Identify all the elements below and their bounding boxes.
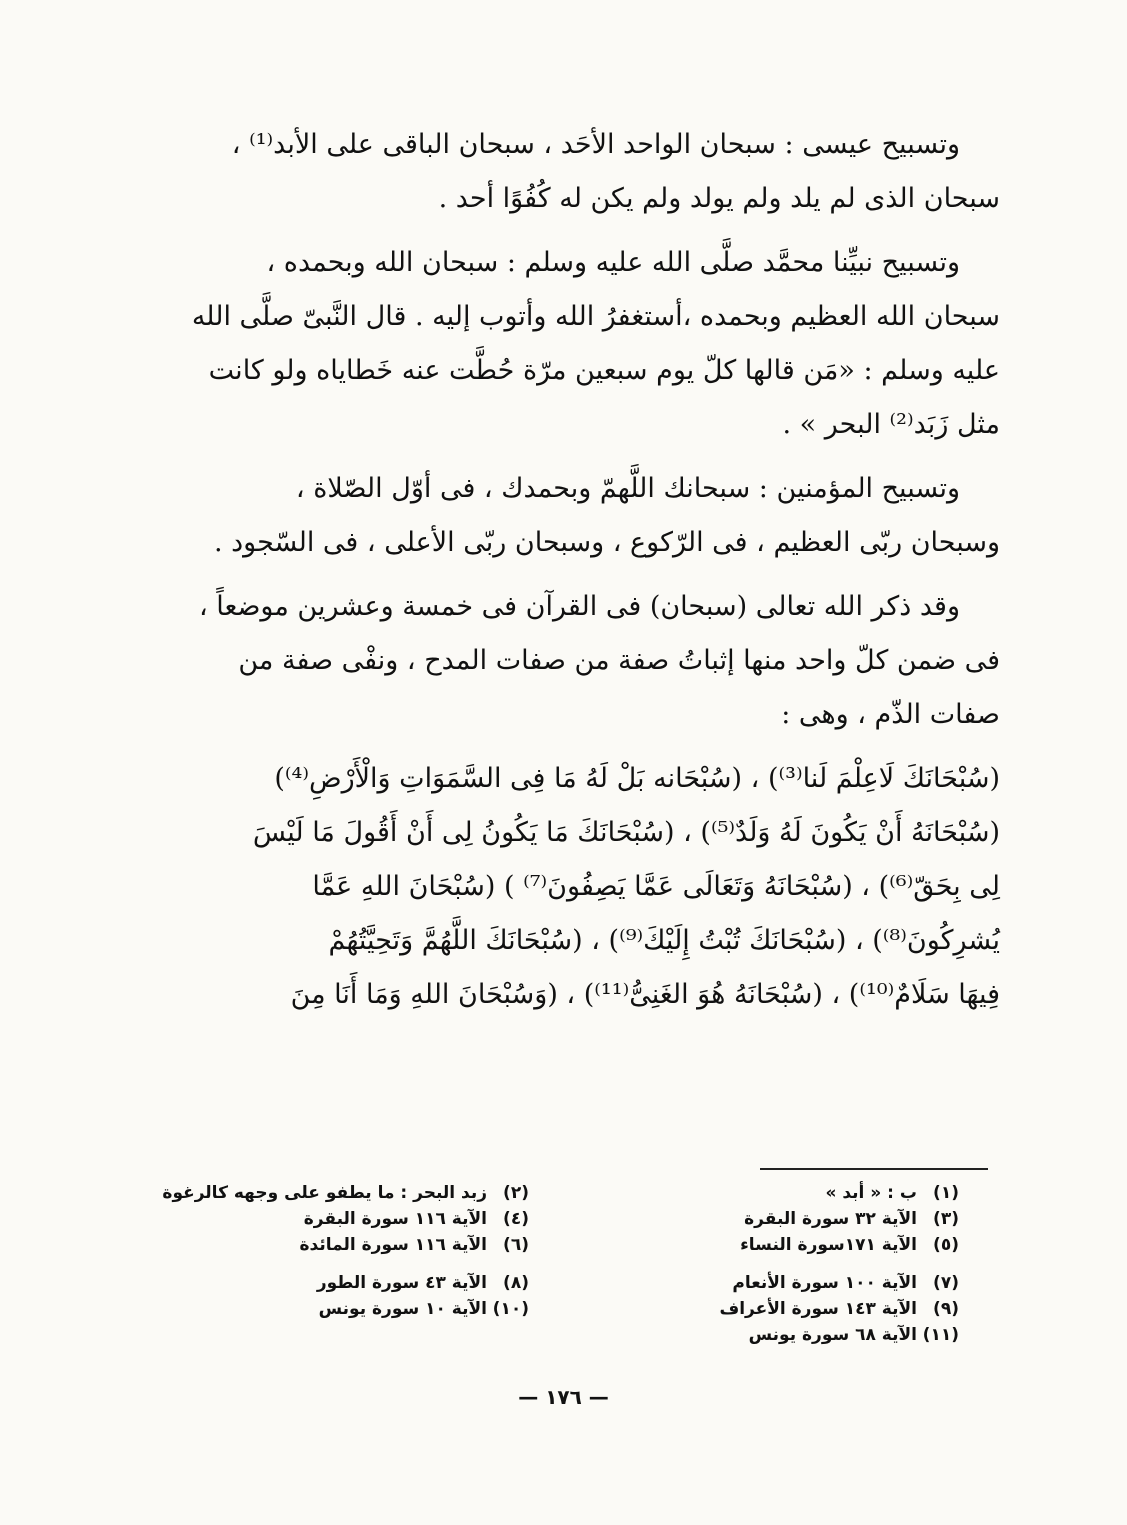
footnote-divider — [760, 1168, 988, 1170]
verse-line: يُشرِكُونَ⁽⁸⁾) ، (سُبْحَانَكَ تُبْتُ إِلَيْكَ⁽⁹⁾) ، (سُبْحَانَكَ اللَّهُمَّ وَتَحِيَّتُهُمْ — [328, 925, 1000, 956]
footnote-number: (٥) — [933, 1235, 959, 1255]
paragraph-believers-tasbih — [150, 462, 1000, 570]
footnote — [109, 1232, 529, 1258]
footnote-number: (١) — [933, 1183, 959, 1203]
footnote-text: الآية ١١٦ سورة البقرة — [303, 1209, 487, 1229]
text-line: سبحان الله العظيم وبحمده ،أستغفرُ الله وأتوب إليه . قال النَّبىّ صلَّى الله — [191, 301, 1000, 332]
footnote-number: (١١) — [922, 1325, 959, 1345]
footnotes-right-column — [659, 1180, 959, 1348]
verse-line: (سُبْحَانَكَ لَاعِلْمَ لَنا⁽³⁾) ، (سُبْحَانه بَلْ لَهُ مَا فِى السَّمَوَاتِ وَالْأَرْضِ⁽⁴⁾) — [274, 763, 1000, 794]
footnote-text: الآية ١١٦ سورة المائدة — [299, 1235, 487, 1255]
footnote-text: الآية ٤٣ سورة الطور — [316, 1273, 487, 1293]
footnote-number: (٩) — [933, 1299, 959, 1319]
footnote — [109, 1270, 529, 1296]
footnote — [659, 1296, 959, 1322]
footnote-number: (٤) — [503, 1209, 529, 1229]
footnote — [659, 1206, 959, 1232]
footnote-text: ب : « أبد » — [825, 1183, 917, 1203]
verse-line: لِى بِحَقّ⁽⁶⁾) ، (سُبْحَانَهُ وَتَعَالَى عَمَّا يَصِفُونَ⁽⁷⁾ ) (سُبْحَانَ اللهِ عَمَّا — [312, 871, 1000, 902]
footnote-text: الآية ١٧١سورة النساء — [740, 1235, 917, 1255]
footnote-text: الآية ١٠ سورة يونس — [318, 1299, 487, 1319]
footnote — [109, 1180, 529, 1206]
text-line: وتسبيح المؤمنين : سبحانك اللَّهمّ وبحمدك ، فى أوّل الصّلاة ، — [295, 473, 960, 504]
paragraph-prophet-tasbih — [150, 236, 1000, 452]
text-line: وتسبيح عيسى : سبحان الواحد الأحَد ، سبحان الباقى على الأبد⁽¹⁾ ، — [231, 129, 960, 160]
footnote — [659, 1322, 959, 1348]
verse-line: فِيهَا سَلَامٌ⁽¹⁰⁾) ، (سُبْحَانَهُ هُوَ الغَنِىُّ⁽¹¹⁾) ، (وَسُبْحَانَ اللهِ وَمَا أَنَا مِنَ — [290, 979, 1000, 1010]
footnote — [659, 1270, 959, 1296]
text-line: وقد ذكر الله تعالى (سبحان) فى القرآن فى خمسة وعشرين موضعاً ، — [198, 591, 960, 622]
footnote-number: (٨) — [503, 1273, 529, 1293]
text-line: سبحان الذى لم يلد ولم يولد ولم يكن له كُفُوًا أحد . — [438, 183, 1000, 214]
text-line: وسبحان ربّى العظيم ، فى الرّكوع ، وسبحان ربّى الأعلى ، فى السّجود . — [213, 527, 1000, 558]
footnote-text: الآية ١٤٣ سورة الأعراف — [719, 1299, 917, 1319]
footnote — [109, 1296, 529, 1322]
footnote — [659, 1180, 959, 1206]
footnote-text: الآية ١٠٠ سورة الأنعام — [732, 1273, 917, 1293]
text-line: صفات الذّم ، وهى : — [781, 699, 1000, 730]
paragraph-quran-mentions — [150, 580, 1000, 742]
page-number: — ١٧٦ — — [518, 1385, 609, 1409]
footnote-text: الآية ٦٨ سورة يونس — [748, 1325, 917, 1345]
footnote-number: (٦) — [503, 1235, 529, 1255]
footnote-text: الآية ٣٢ سورة البقرة — [744, 1209, 917, 1229]
paragraph-quran-verses — [150, 752, 1000, 1022]
footnotes-left-column — [109, 1180, 529, 1322]
paragraph-jesus-tasbih — [150, 118, 1000, 226]
text-line: مثل زَبَد⁽²⁾ البحر » . — [782, 409, 1000, 440]
text-line: عليه وسلم : «مَن قالها كلّ يوم سبعين مرّة حُطَّت عنه خَطاياه ولو كانت — [208, 355, 1000, 386]
footnote — [109, 1206, 529, 1232]
footnote-number: (١٠) — [492, 1299, 529, 1319]
footnote-number: (٢) — [503, 1183, 529, 1203]
text-line: فى ضمن كلّ واحد منها إثباتُ صفة من صفات المدح ، ونفْى صفة من — [238, 645, 1000, 676]
body-text — [150, 118, 1000, 1032]
text-line: وتسبيح نبيِّنا محمَّد صلَّى الله عليه وسلم : سبحان الله وبحمده ، — [266, 247, 960, 278]
footnote-number: (٧) — [933, 1273, 959, 1293]
footnote — [659, 1232, 959, 1258]
footnote-text: زبد البحر : ما يطفو على وجهه كالرغوة — [162, 1183, 487, 1203]
verse-line: (سُبْحَانَهُ أَنْ يَكُونَ لَهُ وَلَدٌ⁽⁵⁾) ، (سُبْحَانَكَ مَا يَكُونُ لِى أَنْ أَقُولَ مَا لَيْسَ — [252, 817, 1000, 848]
footnote-number: (٣) — [933, 1209, 959, 1229]
